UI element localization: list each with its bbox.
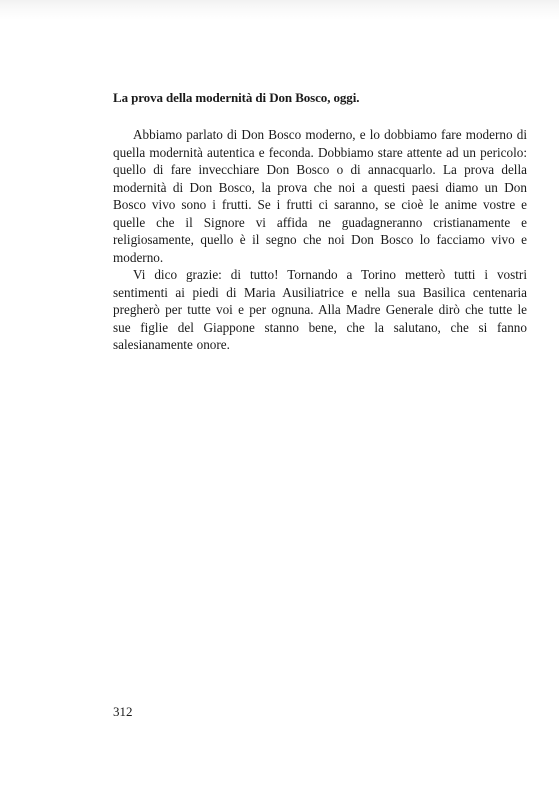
paragraph-2: Vi dico grazie: di tutto! Tornando a Torino metterò tutti i vostri sentimenti ai piedi di Maria Ausiliatrice e nella sua Basilica centenaria pregherò per tutte voi e per ognuna. Alla Madre Generale dirò che tutte le sue figlie del Giappone stanno bene, che la salutano, che si fanno salesianamente onore.: [113, 267, 527, 352]
page-number: 312: [113, 704, 133, 719]
scan-shadow: [0, 0, 559, 20]
section-heading: La prova della modernità di Don Bosco, oggi.: [113, 90, 360, 105]
paragraph-1: Abbiamo parlato di Don Bosco moderno, e lo dobbiamo fare moderno di quella modernità autentica e feconda. Dobbiamo stare attente ad un pericolo: quello di fare invecchiare Don Bosco o di annacquarlo. La prova della modernità di Don Bosco, la prova che noi a questi paesi diamo un Don Bosco vivo sono i frutti. Se i frutti ci saranno, se cioè le anime vostre e quelle che il Signore vi affida ne guadagneranno cristianamente e religiosamente, quello è il segno che noi Don Bosco lo facciamo vivo e moderno.: [113, 127, 527, 265]
page-body: [113, 90, 527, 354]
